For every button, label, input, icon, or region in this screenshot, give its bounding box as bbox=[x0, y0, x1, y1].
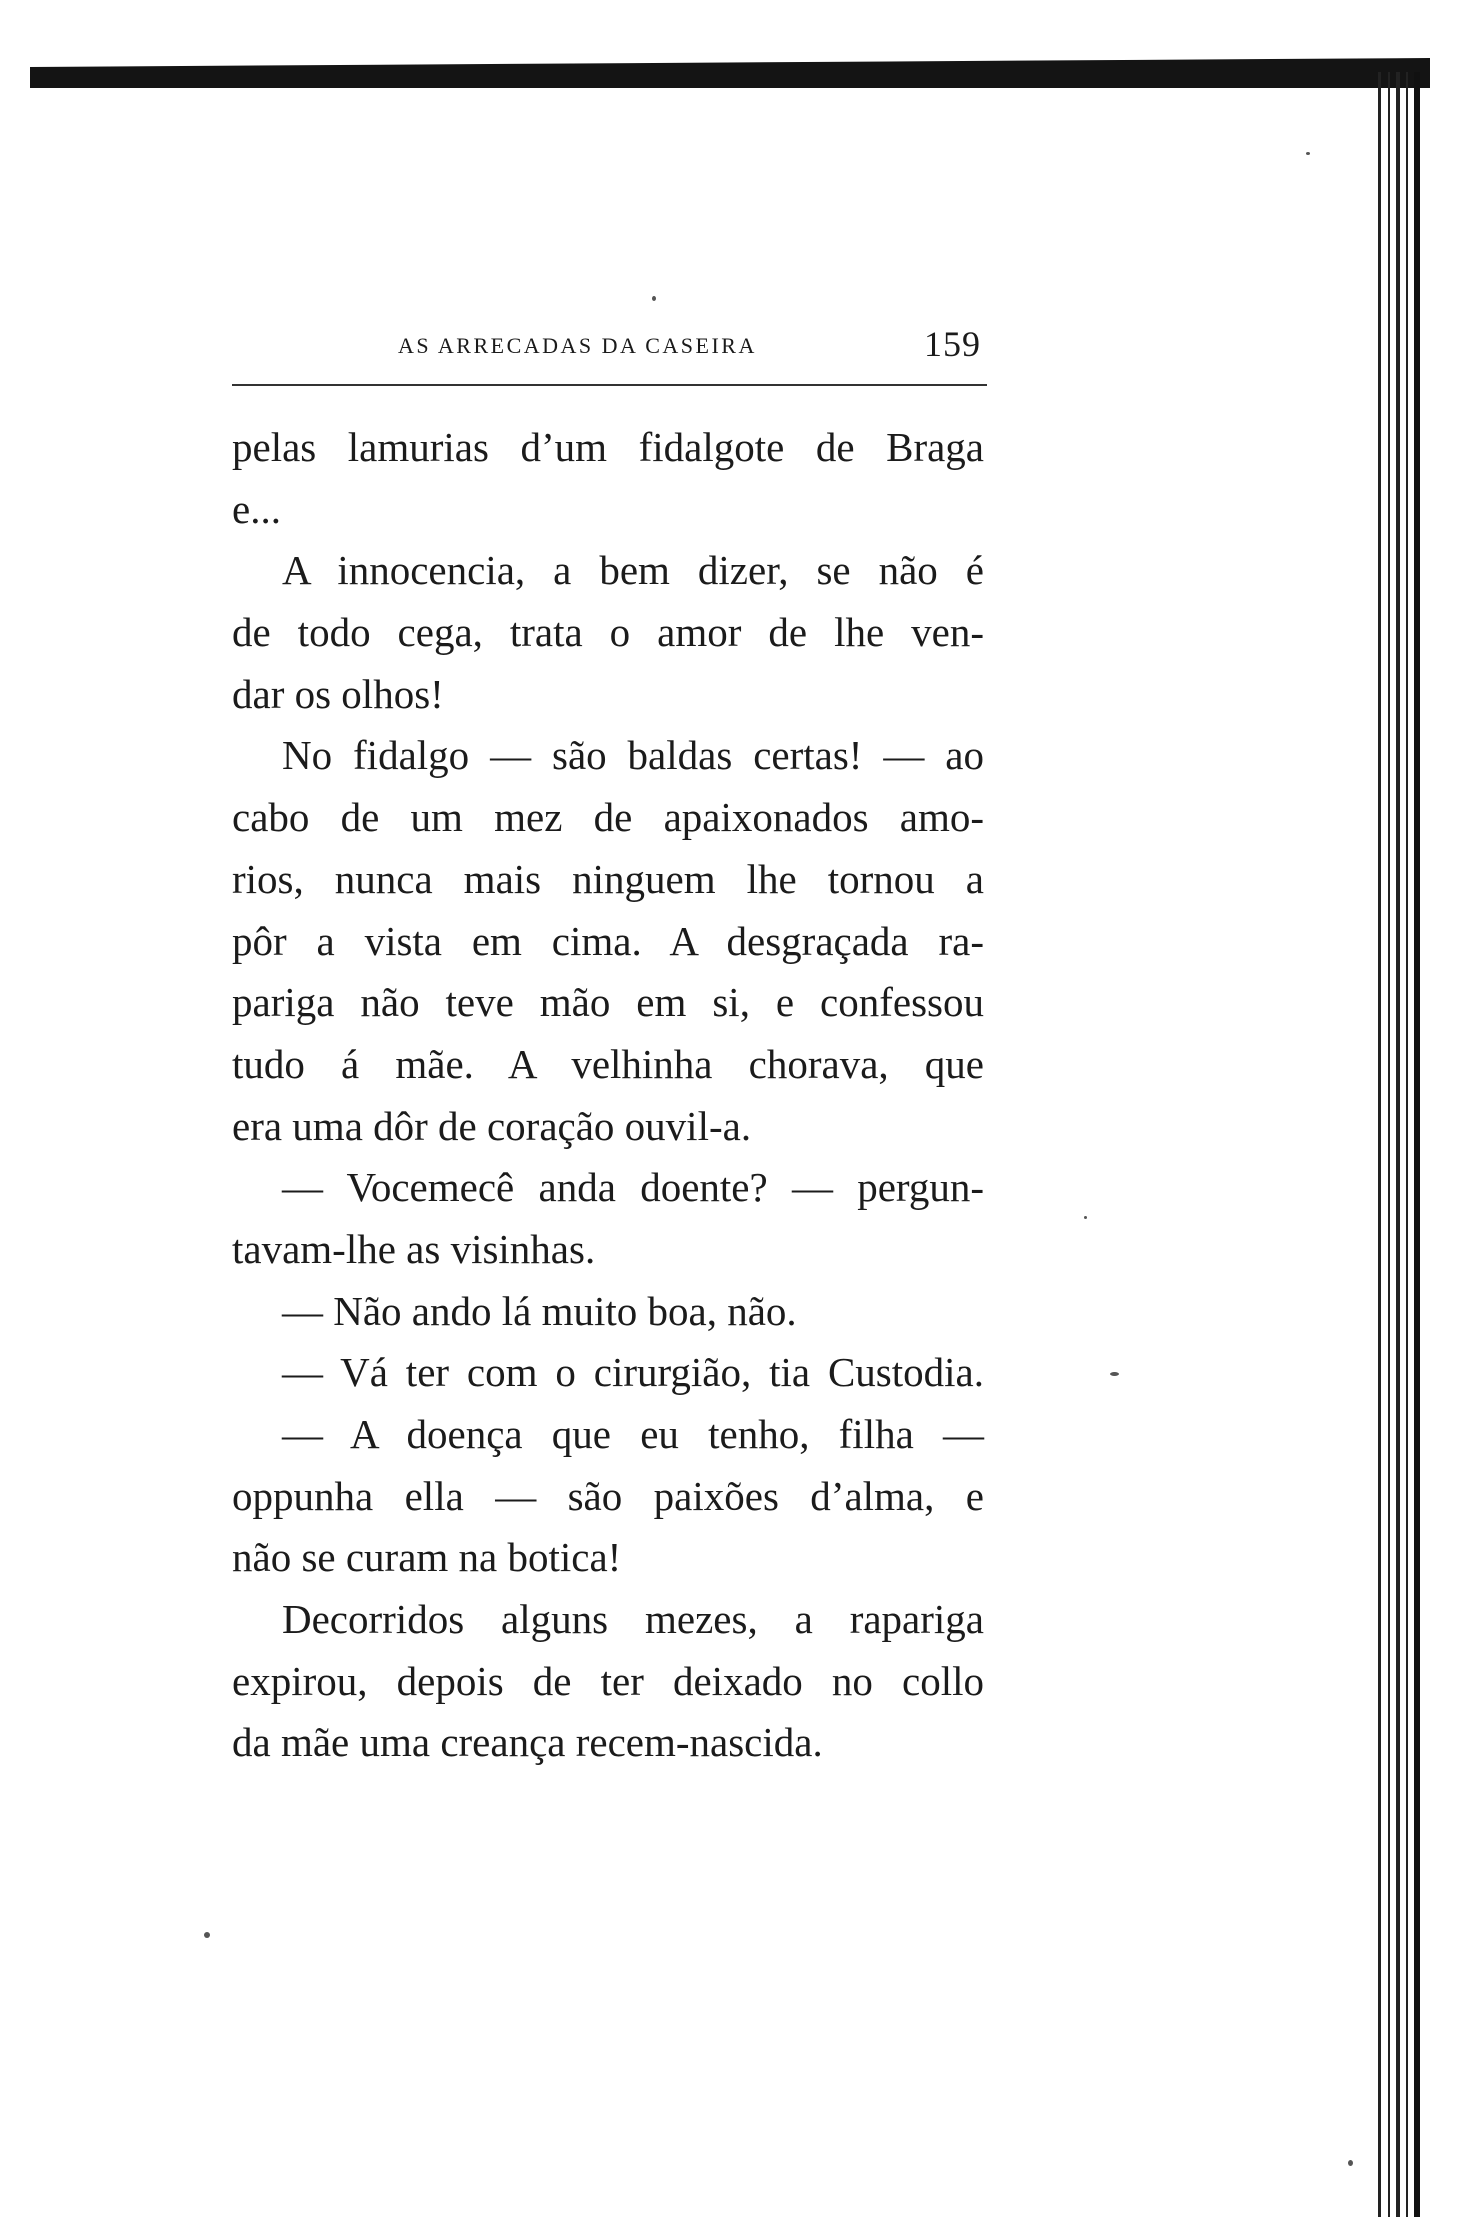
text-line: de todo cega, trata o amor de lhe ven- bbox=[232, 609, 984, 656]
text-line: — Vá ter com o cirurgião, tia Custodia. bbox=[282, 1349, 984, 1396]
text-line: da mãe uma creança recem-nascida. bbox=[232, 1719, 823, 1766]
text-line: oppunha ella — são paixões d’alma, e bbox=[232, 1472, 984, 1519]
text-line: era uma dôr de coração ouvil-a. bbox=[232, 1102, 752, 1149]
running-head bbox=[232, 315, 987, 375]
text-line: cabo de um mez de apaixonados amo- bbox=[232, 794, 984, 841]
text-line: A innocencia, a bem dizer, se não é bbox=[282, 547, 984, 594]
body-text bbox=[232, 417, 984, 1774]
text-line: pôr a vista em cima. A desgraçada ra- bbox=[232, 917, 984, 964]
paper-speck bbox=[1084, 1216, 1087, 1219]
paper-speck bbox=[1306, 152, 1310, 155]
text-line: — Vocemecê anda doente? — pergun- bbox=[282, 1164, 984, 1211]
text-line: — Não ando lá muito boa, não. bbox=[282, 1287, 797, 1334]
running-title: AS ARRECADAS DA CASEIRA bbox=[398, 333, 757, 358]
book-spine-edge bbox=[1370, 72, 1430, 2217]
page-number: 159 bbox=[924, 324, 981, 364]
text-line: — A doença que eu tenho, filha — bbox=[282, 1411, 984, 1457]
text-line: rios, nunca mais ninguem lhe tornou a bbox=[232, 855, 984, 902]
text-line: No fidalgo — são baldas certas! — ao bbox=[282, 732, 984, 779]
paper-speck bbox=[652, 296, 656, 301]
text-line: tavam-lhe as visinhas. bbox=[232, 1225, 596, 1272]
text-line: não se curam na botica! bbox=[232, 1534, 622, 1581]
text-line: dar os olhos! bbox=[232, 670, 444, 717]
header-rule bbox=[232, 384, 987, 386]
text-line: pariga não teve mão em si, e confessou bbox=[232, 979, 984, 1026]
text-line: pelas lamurias d’um fidalgote de Braga bbox=[232, 424, 984, 470]
text-line: expirou, depois de ter deixado no collo bbox=[232, 1657, 984, 1704]
paper-speck bbox=[1348, 2160, 1353, 2166]
paper-speck bbox=[204, 1932, 210, 1938]
text-line: tudo á mãe. A velhinha chorava, que bbox=[232, 1040, 984, 1087]
text-line: e... bbox=[232, 485, 281, 532]
text-line: Decorridos alguns mezes, a rapariga bbox=[282, 1596, 984, 1643]
page-top-edge bbox=[30, 58, 1430, 88]
paper-speck bbox=[1110, 1372, 1119, 1376]
